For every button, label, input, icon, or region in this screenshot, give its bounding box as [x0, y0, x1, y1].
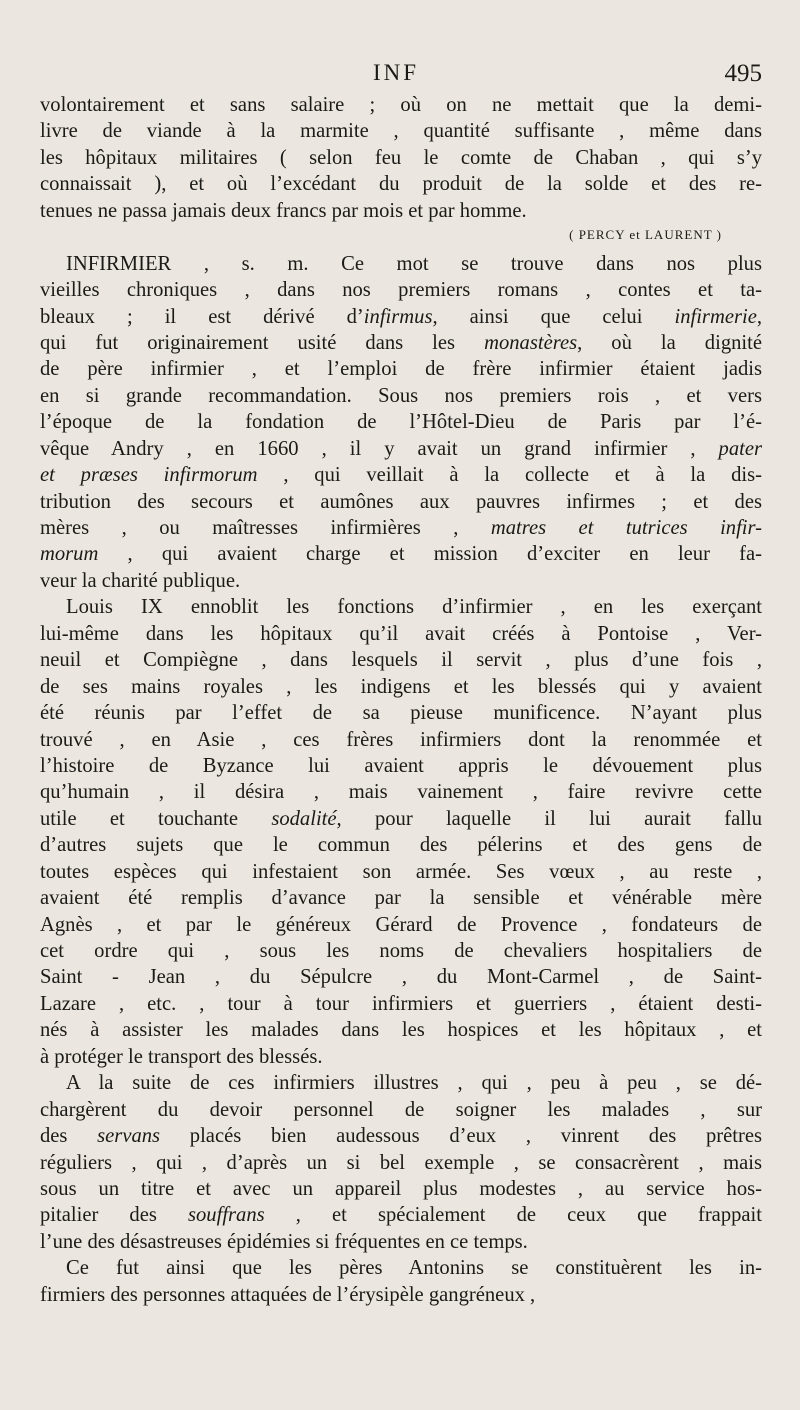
text: , pour laquelle il lui aurait fallu	[336, 807, 762, 830]
text: de ses mains royales , les indigens et les blessés qui y avaient	[40, 675, 762, 698]
text: connaissait ), et où l’excédant du produit de la solde et des re-	[40, 173, 762, 196]
text-line	[40, 885, 762, 911]
text-line	[40, 489, 762, 515]
text-line	[40, 1282, 762, 1308]
italic-text: pater	[718, 437, 762, 460]
text: livre de viande à la marmite , quantité suffisante , même dans	[40, 120, 762, 143]
text: toutes espèces qui infestaient son armée. Ses vœux , au reste ,	[40, 860, 762, 883]
text: l’histoire de Byzance lui avaient appris le dévouement plus	[40, 754, 762, 777]
paragraph	[40, 251, 762, 595]
text-line	[40, 1017, 762, 1043]
text: qui fut originairement usité dans les	[40, 331, 485, 354]
text: trouvé , en Asie , ces frères infirmiers dont la renommée et	[40, 728, 762, 751]
text: bleaux ; il est dérivé d’	[40, 305, 364, 328]
text-line	[40, 727, 762, 753]
attribution: ( PERCY et LAURENT )	[569, 227, 722, 243]
text: les hôpitaux militaires ( selon feu le comte de Chaban , qui s’y	[40, 146, 762, 169]
text: INFIRMIER , s. m. Ce mot se trouve dans nos plus	[66, 252, 762, 275]
text: placés bien audessous d’eux , vinrent des prêtres	[160, 1125, 762, 1148]
text: vieilles chroniques , dans nos premiers romans , contes et ta-	[40, 279, 762, 302]
text-line	[40, 356, 762, 382]
text-line	[40, 832, 762, 858]
italic-text: morum	[40, 543, 99, 566]
text-line	[40, 515, 762, 541]
text-line	[40, 912, 762, 938]
text-line	[40, 938, 762, 964]
text: avaient été remplis d’avance par la sensible et vénérable mère	[40, 887, 762, 910]
text: , et spécialement de ceux que frappait	[264, 1204, 762, 1227]
page-number: 495	[724, 60, 762, 87]
italic-text: monastères	[484, 331, 578, 354]
text: A la suite de ces infirmiers illustres , qui , peu à peu , se dé-	[66, 1072, 762, 1095]
text: , où la dignité	[577, 331, 762, 354]
text: firmiers des personnes attaquées de l’érysipèle gangréneux ,	[40, 1283, 536, 1306]
text-line	[40, 436, 762, 462]
text-line	[40, 647, 762, 673]
text-line	[40, 991, 762, 1017]
text-line	[40, 409, 762, 435]
text: lui-même dans les hôpitaux qu’il avait créés à Pontoise , Ver-	[40, 622, 762, 645]
text: volontairement et sans salaire ; où on ne mettait que la demi-	[40, 94, 762, 116]
text-line	[40, 859, 762, 885]
text: Saint - Jean , du Sépulcre , du Mont-Carmel , de Saint-	[40, 966, 762, 989]
text-line	[40, 330, 762, 356]
text-line	[40, 621, 762, 647]
text: été réunis par l’effet de sa pieuse munificence. N’ayant plus	[40, 702, 762, 725]
text-line	[40, 1229, 762, 1255]
italic-text: infirmerie	[674, 305, 757, 328]
text: de père infirmier , et l’emploi de frère infirmier étaient jadis	[40, 358, 762, 381]
paragraph	[40, 594, 762, 1070]
text-line	[40, 1123, 762, 1149]
text: des	[40, 1125, 98, 1148]
text-line	[40, 674, 762, 700]
text-line	[40, 118, 762, 144]
text: Agnès , et par le généreux Gérard de Provence , fondateurs de	[40, 913, 762, 936]
text: chargèrent du devoir personnel de soigner les malades , sur	[40, 1098, 762, 1121]
text: Ce fut ainsi que les pères Antonins se constituèrent les in-	[66, 1257, 762, 1280]
text-line	[40, 700, 762, 726]
text-line	[40, 1044, 762, 1070]
text: vêque Andry , en 1660 , il y avait un grand infirmier ,	[40, 437, 719, 460]
text: l’époque de la fondation de l’Hôtel-Dieu de Paris par l’é-	[40, 411, 762, 434]
text: réguliers , qui , d’après un si bel exemple , se consacrèrent , mais	[40, 1151, 762, 1174]
text: l’une des désastreuses épidémies si fréquentes en ce temps.	[40, 1230, 528, 1253]
text: mères , ou maîtresses infirmières ,	[40, 517, 491, 539]
text: , qui avaient charge et mission d’exciter en leur fa-	[98, 543, 762, 566]
text-line	[40, 568, 762, 594]
italic-text: souffrans	[187, 1204, 265, 1227]
text: tenues ne passa jamais deux francs par mois et par homme.	[40, 199, 527, 222]
italic-text: matres et tutrices infir-	[490, 517, 762, 539]
text-line	[40, 92, 762, 118]
text: Louis IX ennoblit les fonctions d’infirmier , en les exerçant	[66, 596, 762, 619]
paragraph	[40, 1070, 762, 1255]
text-body	[40, 92, 762, 1308]
text: veur la charité publique.	[40, 569, 241, 592]
text-line	[40, 1255, 762, 1281]
text-line	[40, 594, 762, 620]
text-line	[40, 753, 762, 779]
text: utile et touchante	[40, 807, 272, 830]
text: pitalier des	[40, 1204, 188, 1227]
text-line	[40, 277, 762, 303]
text: sous un titre et avec un appareil plus modestes , au service hos-	[40, 1177, 762, 1200]
text-line	[40, 806, 762, 832]
text: tribution des secours et aumônes aux pauvres infirmes ; et des	[40, 490, 762, 513]
text-line	[40, 171, 762, 197]
text-line	[40, 462, 762, 488]
text-line	[40, 779, 762, 805]
text-line	[40, 383, 762, 409]
text-line	[40, 198, 762, 224]
running-title: INF	[372, 60, 420, 85]
text: , ainsi que celui	[432, 305, 675, 328]
text: nés à assister les malades dans les hospices et les hôpitaux , et	[40, 1019, 762, 1042]
text: Lazare , etc. , tour à tour infirmiers et guerriers , étaient desti-	[40, 992, 762, 1015]
text-line	[40, 541, 762, 567]
italic-text: sodalité	[271, 807, 337, 830]
text-line	[40, 1150, 762, 1176]
text-line	[40, 1097, 762, 1123]
text-line	[40, 964, 762, 990]
text: à protéger le transport des blessés.	[40, 1045, 323, 1068]
italic-text: infirmus	[363, 305, 433, 328]
text-line	[40, 1176, 762, 1202]
text-line	[40, 145, 762, 171]
paragraph	[40, 92, 762, 224]
text: en si grande recommandation. Sous nos premiers rois , et vers	[40, 384, 762, 407]
text-line	[40, 251, 762, 277]
text: , qui veillait à la collecte et à la dis-	[257, 464, 762, 487]
text-line	[40, 1070, 762, 1096]
text: cet ordre qui , sous les noms de chevaliers hospitaliers de	[40, 940, 762, 962]
italic-text: et præses infirmorum	[40, 464, 258, 487]
text-line	[40, 304, 762, 330]
text-line	[40, 1202, 762, 1228]
text: neuil et Compiègne , dans lesquels il servit , plus d’une fois ,	[40, 649, 762, 672]
paragraph	[40, 1255, 762, 1308]
text: qu’humain , il désira , mais vainement , faire revivre cette	[40, 781, 762, 804]
text: d’autres sujets que le commun des pélerins et des gens de	[40, 834, 762, 857]
text: ,	[756, 305, 762, 328]
italic-text: servans	[97, 1125, 161, 1148]
